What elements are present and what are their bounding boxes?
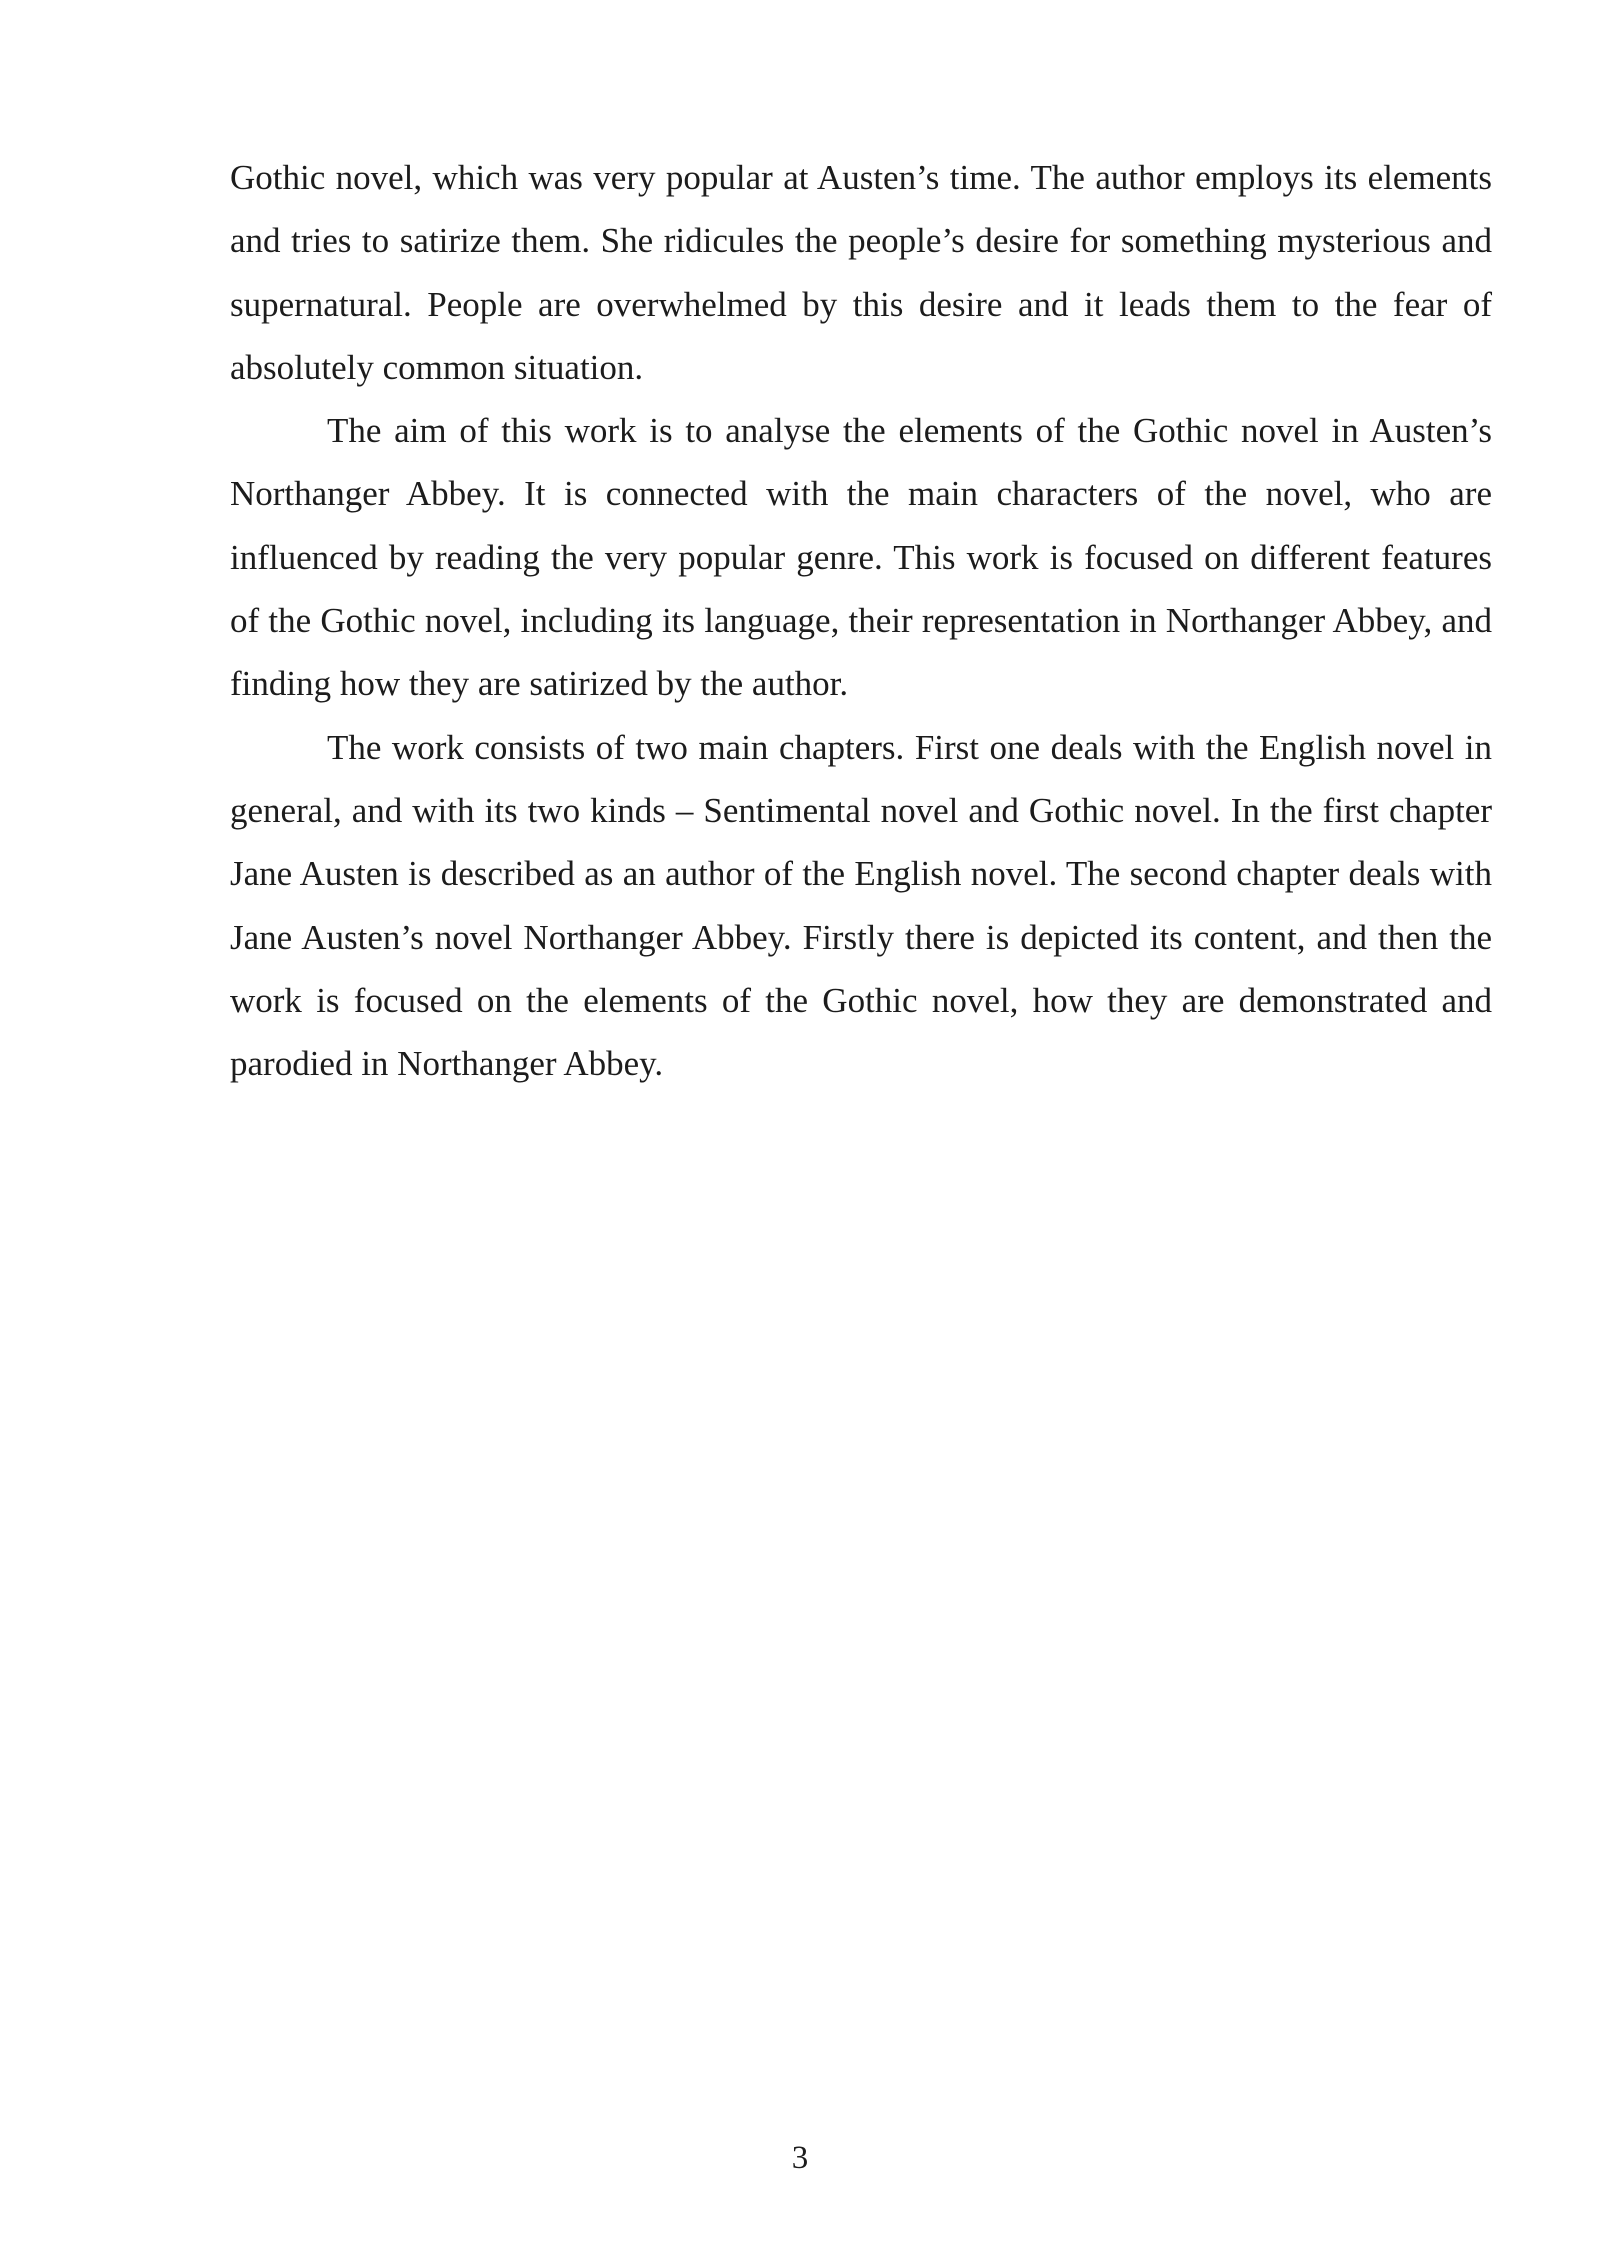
paragraph-continuation: Gothic novel, which was very popular at Austen’s time. The author employs its elements and tries to satirize them. She ridicules the people’s desire for something mysterious and supernatural. People are overwhelmed by this desire and it leads them to the fear of absolutely common situation. [230, 158, 1492, 387]
paragraph-aim: The aim of this work is to analyse the elements of the Gothic novel in Austen’s Northanger Abbey. It is connected with the main characters of the novel, who are influenced by reading the very popular genre. This work is focused on different features of the Gothic novel, including its language, their representation in Northanger Abbey, and finding how they are satirized by the author. [230, 411, 1492, 704]
body-text [230, 146, 1492, 1095]
paragraph-structure: The work consists of two main chapters. First one deals with the English novel in general, and with its two kinds – Sentimental novel and Gothic novel. In the first chapter Jane Austen is described as an author of the English novel. The second chapter deals with Jane Austen’s novel Northanger Abbey. Firstly there is depicted its content, and then the work is focused on the elements of the Gothic novel, how they are demonstrated and parodied in Northanger Abbey. [230, 727, 1492, 1084]
page-number: 3 [791, 2140, 809, 2176]
